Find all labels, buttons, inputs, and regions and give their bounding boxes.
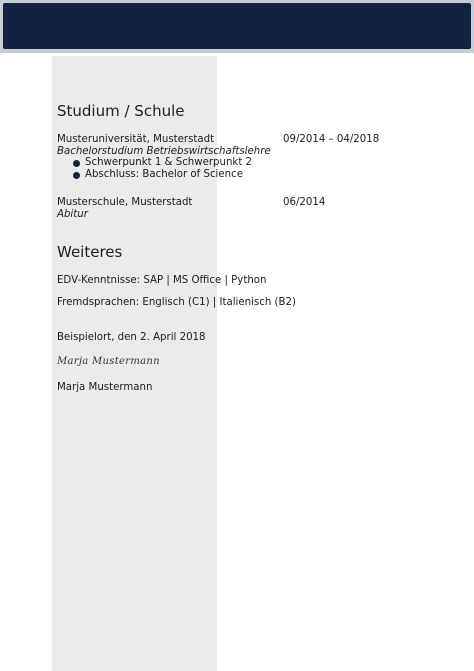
further-heading: Weiteres xyxy=(57,243,123,261)
handwritten-signature: Marja Mustermann xyxy=(57,356,160,367)
education-degree: Abitur xyxy=(57,209,88,220)
education-bullet: Schwerpunkt 1 & Schwerpunkt 2 xyxy=(85,157,253,168)
bullet-icon xyxy=(73,172,80,179)
languages-line: Fremdsprachen: Englisch (C1) | Italienisch (B2) xyxy=(57,297,296,308)
education-date: 09/2014 – 04/2018 xyxy=(283,134,380,145)
skills-line: EDV-Kenntnisse: SAP | MS Office | Python xyxy=(57,275,267,286)
education-heading: Studium / Schule xyxy=(57,102,185,120)
place-date: Beispielort, den 2. April 2018 xyxy=(57,332,206,343)
education-degree: Bachelorstudium Betriebswirtschaftslehre xyxy=(57,146,271,157)
signer-name: Marja Mustermann xyxy=(57,382,153,393)
education-institution: Musteruniversität, Musterstadt xyxy=(57,134,215,145)
education-bullet: Abschluss: Bachelor of Science xyxy=(85,169,243,180)
education-date: 06/2014 xyxy=(283,197,326,208)
education-institution: Musterschule, Musterstadt xyxy=(57,197,193,208)
bullet-icon xyxy=(73,160,80,167)
